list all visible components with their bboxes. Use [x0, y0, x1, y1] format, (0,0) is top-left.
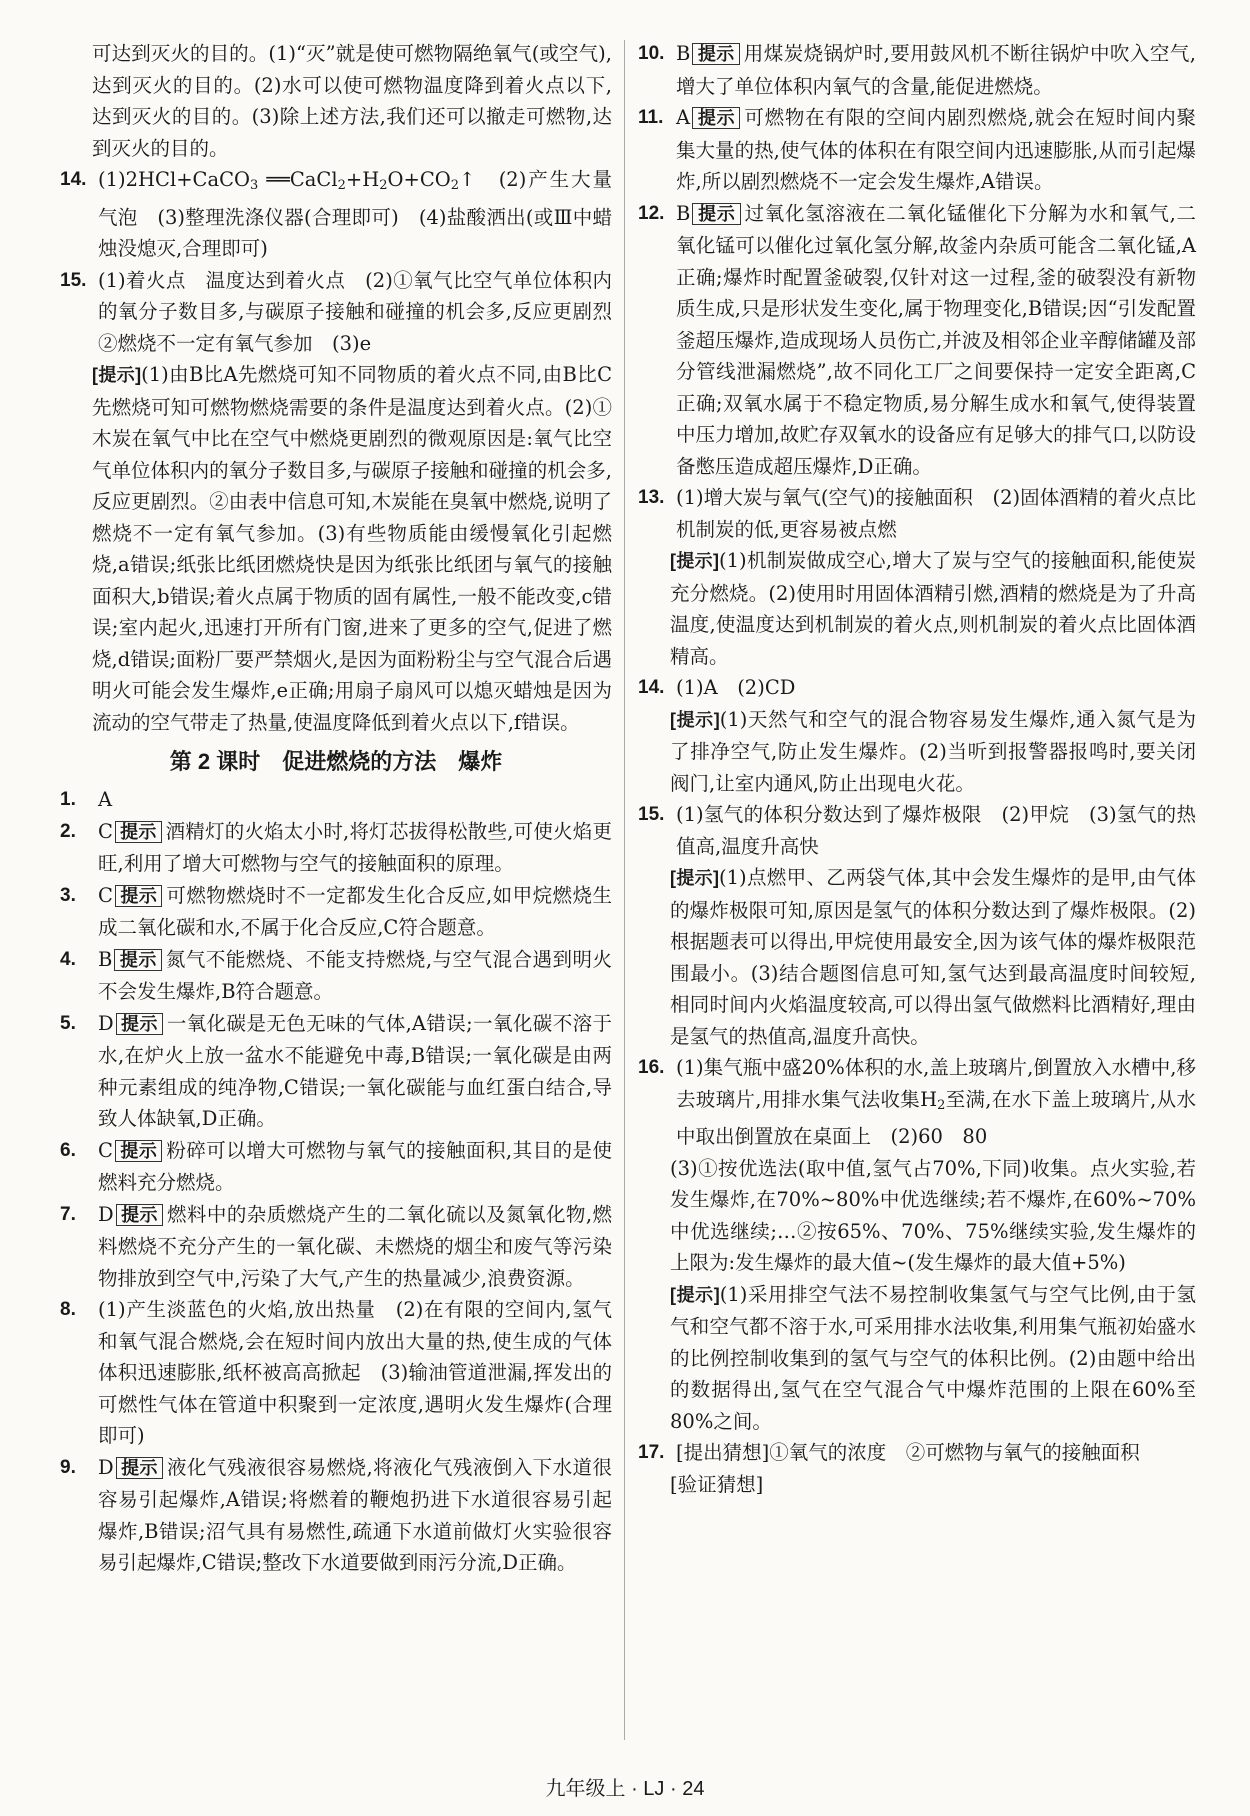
subscript: 2 — [937, 1097, 946, 1113]
question-item — [638, 38, 1196, 102]
question-number: 15. — [60, 269, 87, 291]
hint-label: [提示] — [670, 709, 720, 730]
question-item — [60, 1294, 612, 1452]
hint-label: 提示 — [115, 1140, 162, 1162]
intro-paragraph: 可达到灭火的目的。(1)“灭”就是使可燃物隔绝氧气(或空气),达到灭火的目的。(2)水可以使可燃物温度降到着火点以下,达到灭火的目的。(3)除上述方法,我们还可以撤走可燃物,达到灭火的目的。 — [92, 42, 612, 160]
question-number: 17. — [638, 1442, 665, 1463]
question-number: 15. — [638, 804, 665, 825]
answer-text: [提出猜想]①氧气的浓度 ②可燃物与氧气的接触面积 — [676, 1441, 1140, 1464]
question-item — [638, 102, 1196, 198]
question-number: 6. — [60, 1139, 76, 1161]
question-item — [60, 1452, 612, 1579]
hint-text: 用煤炭烧锅炉时,要用鼓风机不断往锅炉中吹入空气,增大了单位体积内氧气的含量,能促进燃烧。 — [676, 42, 1196, 98]
page-footer: 九年级上 · LJ · 24 — [545, 1778, 705, 1800]
answer-part: (1)2HCl+CaCO — [98, 168, 250, 191]
question-number: 2. — [60, 820, 76, 842]
answer-text: D — [98, 1011, 114, 1035]
left-answer-list — [60, 784, 612, 1579]
hint-label: 提示 — [116, 1013, 163, 1035]
hint-label: 提示 — [114, 949, 162, 971]
question-number: 11. — [638, 107, 664, 128]
hint-label: 提示 — [692, 203, 740, 225]
hint-text: 酒精灯的火焰太小时,将灯芯拔得松散些,可使火焰更旺,利用了增大可燃物与空气的接触面积的原理。 — [98, 819, 612, 875]
hint-text: 液化气残液很容易燃烧,将液化气残液倒入下水道很容易引起爆炸,A错误;将燃着的鞭炮扔进下水道很容易引起爆炸,B错误;沼气具有易燃性,疏通下水道前做灯火实验很容易引起爆炸,C错误;整改下水道要做到雨污分流,D正确。 — [98, 1455, 613, 1574]
column-divider — [624, 40, 625, 1740]
answer-text: (1)氢气的体积分数达到了爆炸极限 (2)甲烷 (3)氢气的热值高,温度升高快 — [676, 803, 1196, 858]
question-item — [60, 1008, 612, 1135]
question-number: 9. — [60, 1456, 76, 1478]
hint-label: 提示 — [115, 821, 162, 843]
question-item — [638, 198, 1196, 483]
answer-text: B — [676, 42, 691, 65]
answer-text: (1)着火点 温度达到着火点 (2)①氧气比空气单位体积内的氧分子数目多,与碳原子接触和碰撞的机会多,反应更剧烈 ②燃烧不一定有氧气参加 (3)e — [98, 268, 632, 355]
question-number: 12. — [638, 202, 665, 224]
question-item — [60, 1199, 612, 1295]
answer-text: D — [98, 1455, 114, 1479]
answer-text: (1)增大炭与氧气(空气)的接触面积 (2)固体酒精的着火点比机制炭的低,更容易被点燃 — [676, 486, 1196, 541]
answer-text: C — [98, 1138, 113, 1162]
answer-part: ══CaCl — [258, 168, 338, 191]
hint-label: 提示 — [116, 1457, 163, 1479]
hint-paragraph — [60, 359, 612, 738]
right-column — [638, 38, 1196, 1500]
hint-text: 过氧化氢溶液在二氧化锰催化下分解为水和氧气,二氧化锰可以催化过氧化氢分解,故釜内杂质可能含二氧化锰,A正确;爆炸时配置釜破裂,仅针对这一过程,釜的破裂没有新物质生成,只是形状发生变化,属于物理变化,B错误;因“引发配置釜超压爆炸,造成现场人员伤亡,并波及相邻企业辛醇储罐及部分管线泄漏燃烧”,故不同化工厂之间要保持一定安全距离,C正确;双氧水属于不稳定物质,易分解生成水和氧气,使得装置中压力增加,故贮存双氧水的设备应有足够大的排气口,以防设备憋压造成超压爆炸,D正确。 — [676, 201, 1197, 478]
question-number: 1. — [60, 789, 76, 810]
question-number: 4. — [60, 948, 76, 970]
answer-part: (1)集气瓶中盛20%体积的水,盖上玻璃片,倒置放入水槽中,移去玻璃片,用排水集气法收集H — [676, 1056, 1196, 1111]
hint-text: 可燃物燃烧时不一定都发生化合反应,如甲烷燃烧生成二氧化碳和水,不属于化合反应,C符合题意。 — [98, 883, 613, 939]
hint-text: (1)由B比A先燃烧可知不同物质的着火点不同,由B比C先燃烧可知可燃物燃烧需要的条件是温度达到着火点。(2)①木炭在氧气中比在空气中燃烧更剧烈的微观原因是:氧气比空气单位体积内的氧分子数目多,与碳原子接触和碰撞的机会多,反应更剧烈。②由表中信息可知,木炭能在臭氧中燃烧,说明了燃烧不一定有氧气参加。(3)有些物质能由缓慢氧化引起燃烧,a错误;纸张比纸团燃烧快是因为纸张比纸团与氧气的接触面积大,b错误;着火点属于物质的固有属性,一般不能改变,c错误;室内起火,迅速打开所有门窗,进来了更多的空气,促进了燃烧,d错误;面粉厂要严禁烟火,是因为面粉粉尘与空气混合后遇明火可能会发生爆炸,e正确;用扇子扇风可以熄灭蜡烛是因为流动的空气带走了热量,使温度降低到着火点以下,f错误。 — [92, 363, 612, 734]
hint-label: [提示] — [670, 868, 719, 888]
answer-part: +H — [345, 168, 380, 191]
question-number: 16. — [638, 1057, 665, 1078]
hint-text: 粉碎可以增大可燃物与氧气的接触面积,其目的是使燃料充分燃烧。 — [98, 1138, 613, 1194]
hint-text: 氮气不能燃烧、不能支持燃烧,与空气混合遇到明火不会发生爆炸,B符合题意。 — [98, 947, 613, 1003]
question-number: 7. — [60, 1203, 76, 1225]
hint-label: [提示] — [670, 551, 719, 571]
question-14 — [60, 164, 612, 265]
hint-label: 提示 — [115, 885, 162, 907]
question-number: 8. — [60, 1299, 76, 1320]
hint-paragraph — [638, 1279, 1196, 1438]
hint-label: [提示] — [92, 365, 142, 385]
question-17 — [638, 1437, 1196, 1469]
answer-part: ↑ (2)产生大量气泡 (3)整理洗涤仪器(合理即可) (4)盐酸洒出(或Ⅲ中蜡烛没熄灭,合理即可) — [98, 168, 612, 260]
subscript: 2 — [337, 178, 346, 193]
question-number: 10. — [638, 43, 665, 64]
hint-text: (1)点燃甲、乙两袋气体,其中会发生爆炸的是甲,由气体的爆炸极限可知,原因是氢气的体积分数达到了爆炸极限。(2)根据题表可以得出,甲烷使用最安全,因为该气体的爆炸极限范围最小。(3)结合题图信息可知,氢气达到最高温度时间较短,相同时间内火焰温度较高,可以得出氢气做燃料比酒精好,理由是氢气的热值高,温度升高快。 — [670, 866, 1196, 1048]
answer-paragraph: (3)①按优选法(取中值,氢气占70%,下同)收集。点火实验,若发生爆炸,在70%~80%中优选继续;若不爆炸,在60%~70%中优选继续;…②按65%、70%、75%继续实验,发生爆炸的上限为:发生爆炸的最大值~(发生爆炸的最大值+5%) — [670, 1156, 1196, 1274]
question-16 — [638, 1052, 1196, 1153]
left-column — [60, 38, 632, 1579]
question-15 — [638, 799, 1196, 862]
question-15 — [60, 265, 632, 360]
answer-paragraph: [验证猜想] — [670, 1472, 764, 1496]
subscript: 3 — [249, 178, 259, 193]
question-14 — [638, 672, 1196, 704]
question-number: 14. — [638, 677, 665, 698]
answer-text: B — [98, 947, 113, 971]
hint-paragraph — [638, 704, 1196, 800]
answer-text: D — [98, 1202, 114, 1226]
question-item — [60, 784, 612, 816]
subscript: 2 — [379, 178, 388, 193]
answer-part: O+CO — [387, 168, 451, 191]
answer-text: (1)产生淡蓝色的火焰,放出热量 (2)在有限的空间内,氢气和氧气混合燃烧,会在短时间内放出大量的热,使生成的气体体积迅速膨胀,纸杯被高高掀起 (3)输油管道泄漏,挥发出的可燃性气体在管道中积聚到一定浓度,遇明火发生爆炸(合理即可) — [98, 1298, 612, 1447]
question-item — [60, 1135, 612, 1199]
question-item — [60, 880, 612, 944]
hint-label: 提示 — [116, 1204, 163, 1226]
question-13 — [638, 482, 1196, 545]
answer-text: B — [676, 201, 691, 225]
question-number: 14. — [60, 169, 87, 190]
hint-paragraph — [638, 862, 1196, 1052]
question-number: 13. — [638, 487, 665, 508]
question-item — [60, 816, 612, 880]
hint-text: (1)天然气和空气的混合物容易发生爆炸,通入氮气是为了排净空气,防止发生爆炸。(2)当听到报警器报鸣时,要关闭阀门,让室内通风,防止出现电火花。 — [670, 707, 1196, 795]
hint-text: 燃料中的杂质燃烧产生的二氧化硫以及氮氧化物,燃料燃烧不充分产生的一氧化碳、未燃烧的烟尘和废气等污染物排放到空气中,污染了大气,产生的热量减少,浪费资源。 — [98, 1202, 613, 1290]
hint-text: 一氧化碳是无色无味的气体,A错误;一氧化碳不溶于水,在炉火上放一盆水不能避免中毒,B错误;一氧化碳是由两种元素组成的纯净物,C错误;一氧化碳能与血红蛋白结合,导致人体缺氧,D正确。 — [98, 1011, 612, 1130]
question-number: 5. — [60, 1012, 76, 1034]
hint-text: (1)机制炭做成空心,增大了炭与空气的接触面积,能使炭充分燃烧。(2)使用时用固体酒精引燃,酒精的燃烧是为了升高温度,使温度达到机制炭的着火点,则机制炭的着火点比固体酒精高。 — [670, 549, 1196, 668]
question-number: 3. — [60, 884, 76, 906]
answer-text: A — [676, 106, 691, 129]
hint-text: (1)采用排空气法不易控制收集氢气与空气比例,由于氢气和空气都不溶于水,可采用排水法收集,利用集气瓶初始盛水的比例控制收集到的氢气与空气的体积比例。(2)由题中给出的数据得出,氢气在空气混合气中爆炸范围的上限在60%至80%之间。 — [670, 1282, 1196, 1433]
question-item — [60, 944, 612, 1008]
answer-text: C — [98, 819, 113, 843]
hint-text: 可燃物在有限的空间内剧烈燃烧,就会在短时间内聚集大量的热,使气体的体积在有限空间内迅速膨胀,从而引起爆炸,所以剧烈燃烧不一定会发生爆炸,A错误。 — [676, 106, 1197, 193]
section-title: 第 2 课时 促进燃烧的方法 爆炸 — [169, 749, 503, 774]
answer-text: A — [98, 788, 113, 811]
hint-label: [提示] — [670, 1284, 720, 1305]
answer-part: 至满,在水下盖上玻璃片,从水中取出倒置放在桌面上 (2)60 80 — [676, 1087, 1196, 1148]
answer-text: C — [98, 883, 113, 907]
answer-text: (1)A (2)CD — [676, 676, 796, 699]
hint-label: 提示 — [692, 107, 740, 129]
subscript: 2 — [450, 178, 460, 193]
hint-paragraph — [638, 545, 1196, 672]
hint-label: 提示 — [692, 43, 739, 65]
right-answer-list — [638, 38, 1196, 482]
